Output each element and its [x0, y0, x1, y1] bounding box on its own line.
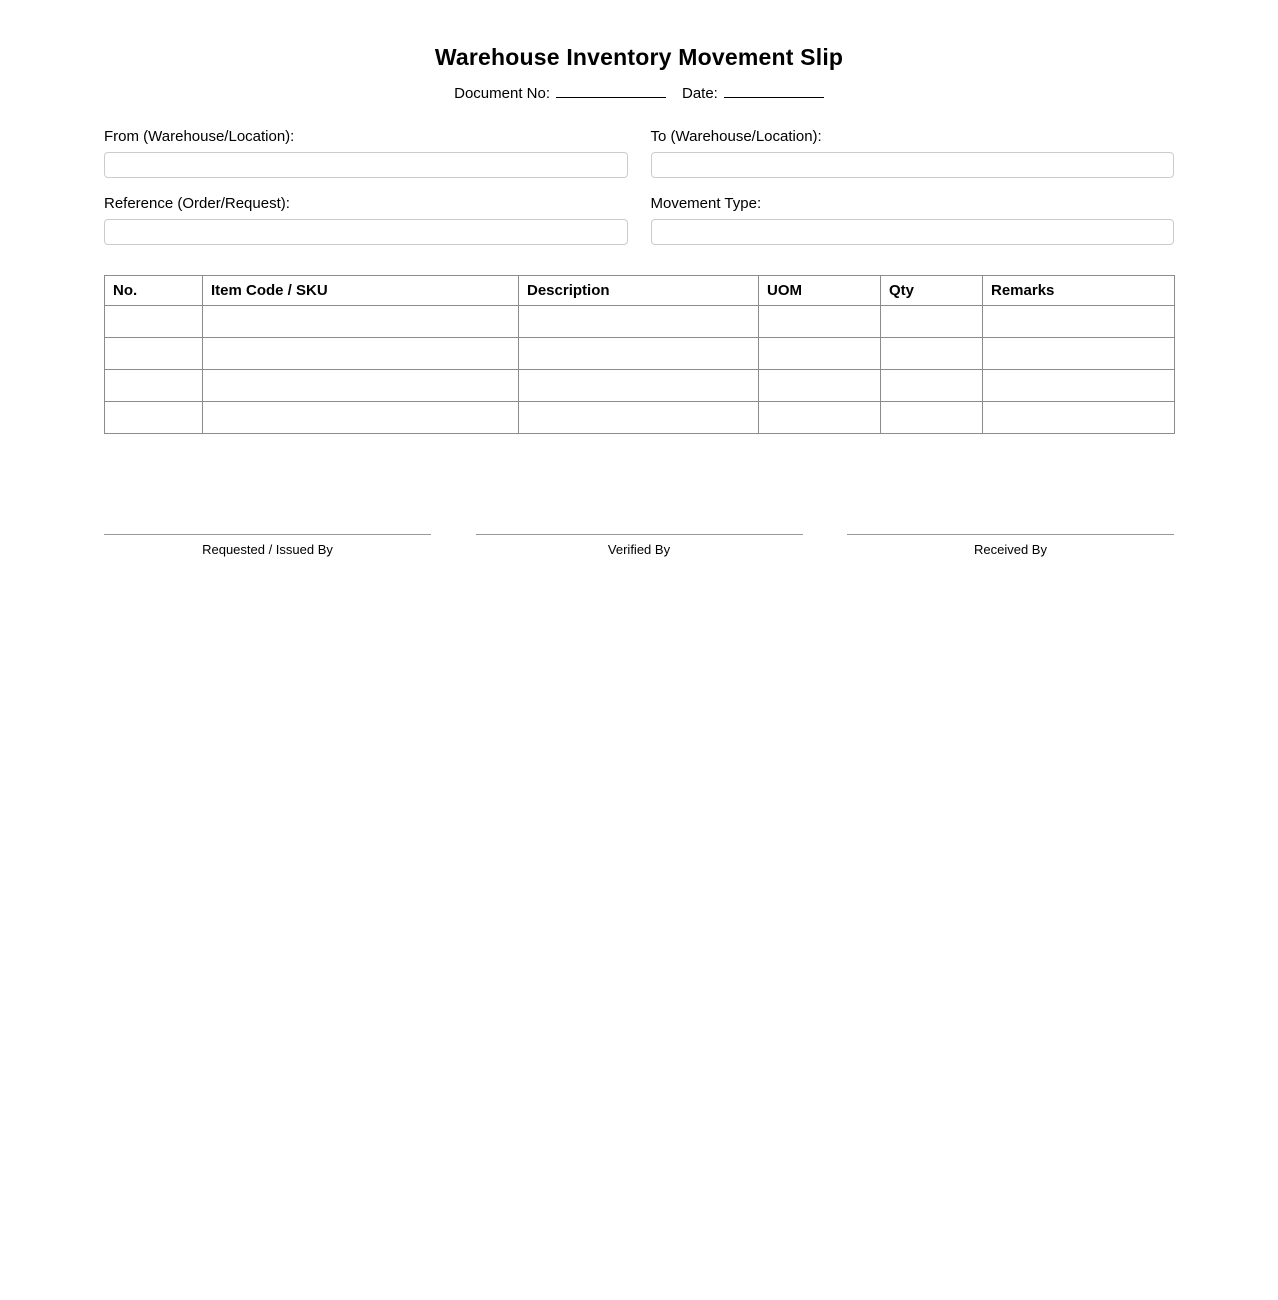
cell-remarks — [983, 306, 1175, 338]
cell-uom — [759, 370, 881, 402]
document-meta-line — [104, 83, 1174, 102]
cell-item-code — [203, 306, 519, 338]
table-row — [105, 306, 1175, 338]
cell-item-code — [203, 370, 519, 402]
signature-block-verified — [476, 534, 803, 557]
cell-qty — [881, 370, 983, 402]
cell-description — [519, 338, 759, 370]
field-to — [651, 128, 1175, 178]
table-row — [105, 338, 1175, 370]
document-no-line — [556, 83, 666, 98]
cell-qty — [881, 402, 983, 434]
date-label: Date: — [682, 85, 718, 102]
cell-remarks — [983, 338, 1175, 370]
cell-qty — [881, 338, 983, 370]
movement-type-label: Movement Type: — [650, 195, 762, 212]
movement-type-input[interactable] — [651, 219, 1175, 245]
signature-label-requested: Requested / Issued By — [202, 542, 333, 557]
cell-remarks — [983, 370, 1175, 402]
signature-label-verified: Verified By — [607, 542, 671, 557]
cell-no — [105, 402, 203, 434]
to-input[interactable] — [651, 152, 1175, 178]
field-movement-type — [651, 195, 1175, 245]
field-from — [104, 128, 628, 178]
column-header-uom: UOM — [759, 276, 881, 306]
column-header-remarks: Remarks — [983, 276, 1175, 306]
date-line — [724, 83, 824, 98]
items-table — [104, 275, 1175, 434]
signature-section — [104, 534, 1174, 557]
column-header-description: Description — [519, 276, 759, 306]
reference-input[interactable] — [104, 219, 628, 245]
cell-no — [105, 370, 203, 402]
column-header-item-code: Item Code / SKU — [203, 276, 519, 306]
cell-no — [105, 338, 203, 370]
cell-description — [519, 402, 759, 434]
form-fields — [104, 128, 1174, 245]
signature-label-received: Received By — [974, 542, 1047, 557]
cell-remarks — [983, 402, 1175, 434]
cell-no — [105, 306, 203, 338]
from-input[interactable] — [104, 152, 628, 178]
column-header-qty: Qty — [881, 276, 983, 306]
from-label: From (Warehouse/Location): — [104, 128, 295, 145]
to-label: To (Warehouse/Location): — [650, 128, 822, 145]
table-row — [105, 370, 1175, 402]
signature-line — [104, 534, 431, 535]
document-no-label: Document No: — [454, 85, 550, 102]
cell-uom — [759, 306, 881, 338]
table-row — [105, 402, 1175, 434]
column-header-no: No. — [105, 276, 203, 306]
cell-description — [519, 306, 759, 338]
field-reference — [104, 195, 628, 245]
reference-label: Reference (Order/Request): — [104, 195, 290, 212]
signature-block-received — [847, 534, 1174, 557]
signature-line — [476, 534, 803, 535]
cell-uom — [759, 338, 881, 370]
cell-item-code — [203, 338, 519, 370]
warehouse-slip-form — [104, 0, 1174, 557]
cell-uom — [759, 402, 881, 434]
signature-line — [847, 534, 1174, 535]
cell-qty — [881, 306, 983, 338]
signature-block-requested — [104, 534, 431, 557]
items-table-header-row — [105, 276, 1175, 306]
cell-description — [519, 370, 759, 402]
page-title: Warehouse Inventory Movement Slip — [434, 44, 844, 70]
cell-item-code — [203, 402, 519, 434]
